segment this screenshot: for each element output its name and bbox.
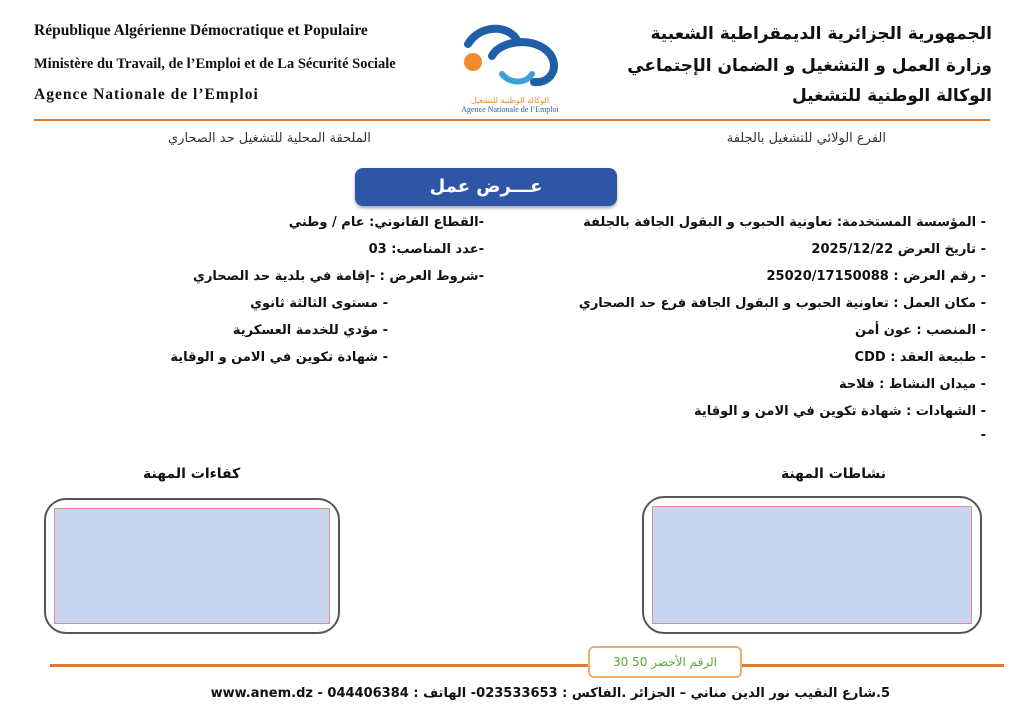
anem-logo-icon [440,22,580,94]
footer-divider-left [50,664,590,667]
header-divider [34,119,990,121]
logo-french-text: Agence Nationale de l’Emploi [461,105,559,114]
contract-type-line: - طبيعة العقد : CDD [854,350,986,365]
logo-arabic-text: الوكالة الوطنية للتشغيل [470,96,550,105]
header-fr-ministry: Ministère du Travail, de l’Emploi et de La Sécurité Sociale [34,56,396,72]
activities-panel [642,496,982,634]
header-fr-agency: Agence Nationale de l’Emploi [34,86,259,103]
header-ar-agency: الوكالة الوطنية للتشغيل [791,86,992,106]
footer-address: 5.شارع النقيب نور الدين مناني – الجزائر .الفاكس : 023533653- الهاتف : 044406384 - www.anem.dz [210,686,890,701]
work-place-line: - مكان العمل : تعاونية الحبوب و البقول الجافة فرع حد الصحاري [578,296,986,311]
offer-number-line: - رقم العرض : 25020/17150088 [766,269,986,284]
certificates-line: - الشهادات : شهادة تكوين في الامن و الوقاية [693,404,986,419]
anem-logo [440,22,580,114]
green-number-badge: الرقم الأخضر 50 30 [588,646,742,678]
positions-count-line: -عدد المناصب: 03 [368,242,484,257]
page-title: عـــرض عمل [355,168,617,206]
skills-panel [44,498,340,634]
legal-sector-line: -القطاع القانوني: عام / وطني [288,215,484,230]
condition-certificate-line: - شهادة تكوين في الامن و الوقاية [170,350,388,365]
header-ar-ministry: وزارة العمل و التشغيل و الضمان الإجتماعي [627,56,992,76]
conditions-line: -شروط العرض : -إقامة في بلدية حد الصحاري [193,269,484,284]
activities-panel-content [652,506,972,624]
header-ar-republic: الجمهورية الجزائرية الديمقراطية الشعبية [650,24,992,44]
branch-name: الفرع الولائي للتشغيل بالجلفة [726,131,886,146]
local-office-name: الملحقة المحلية للتشغيل حد الصحاري [168,131,371,146]
position-line: - المنصب : عون أمن [855,323,986,338]
skills-heading: كفاءات المهنة [143,466,241,482]
header-fr-republic: République Algérienne Démocratique et Populaire [34,22,368,39]
condition-education-line: - مستوى الثالثة ثانوي [250,296,388,311]
offer-date-line: - تاريخ العرض 2025/12/22 [811,242,986,257]
activity-field-line: - ميدان النشاط : فلاحة [838,377,986,392]
activities-heading: نشاطات المهنة [780,466,886,482]
footer-divider-right [738,664,1004,667]
employer-line: - المؤسسة المستخدمة: تعاونية الحبوب و البقول الجافة بالجلفة [583,215,986,230]
condition-military-line: - مؤدي للخدمة العسكرية [232,323,388,338]
skills-panel-content [54,508,330,624]
empty-bullet-line: - [980,428,986,443]
